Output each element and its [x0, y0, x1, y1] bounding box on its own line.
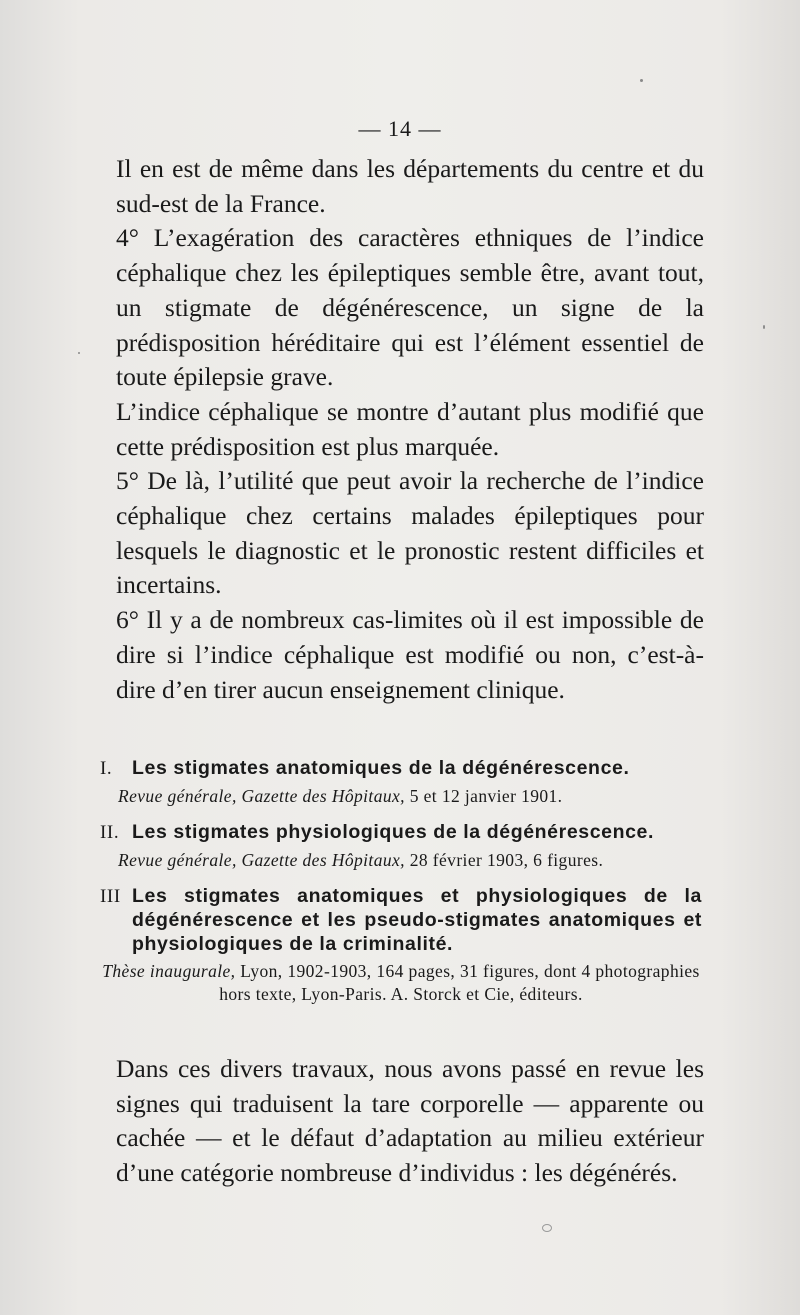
paragraph: 6° Il y a de nombreux cas-limites où il est impossible de dire si l’indice céphalique est modifié ou non, c’est-à-dire d’en tirer aucun enseignement clinique.	[116, 605, 704, 704]
reference-heading	[100, 884, 702, 956]
paper-speck	[763, 325, 765, 329]
reference-number: I.	[100, 758, 113, 779]
reference-number: III	[100, 886, 121, 907]
reference-detail	[100, 960, 702, 1006]
page-number: — 14 —	[358, 116, 442, 141]
reference-title: Les stigmates physiologiques de la dégénérescence.	[132, 821, 655, 843]
references-list	[100, 756, 702, 1018]
reference-detail	[100, 849, 702, 872]
reference-heading	[100, 756, 702, 781]
reference-detail	[100, 785, 702, 808]
reference-number: II.	[100, 822, 120, 843]
body-text	[116, 152, 704, 707]
paragraph: 5° De là, l’utilité que peut avoir la recherche de l’indice céphalique chez certains malades épileptiques pour lesquels le diagnostic et le pronostic restent difficiles et incertains.	[116, 466, 704, 600]
reference-heading	[100, 820, 702, 845]
reference-publication: Lyon, 1902-1903, 164 pages, 31 figures, dont 4 photographies hors texte, Lyon-Paris. A. Storck et Cie, éditeurs.	[219, 961, 700, 1004]
reference-item	[100, 820, 702, 872]
paper-speck	[78, 352, 80, 354]
reference-date: 5 et 12 janvier 1901.	[404, 786, 563, 806]
reference-item	[100, 884, 702, 1006]
paper-speck	[542, 1224, 552, 1232]
reference-source: Revue générale, Gazette des Hôpitaux,	[118, 850, 405, 870]
paragraph: L’indice céphalique se montre d’autant plus modifié que cette prédisposition est plus marquée.	[116, 396, 704, 461]
paragraph: 4° L’exagération des caractères ethniques de l’indice céphalique chez les épileptiques semble être, avant tout, un stigmate de dégénérescence, un signe de la prédisposition héréditaire qui est l’élément essentiel de toute épilepsie grave.	[116, 223, 704, 392]
closing-paragraph: Dans ces divers travaux, nous avons passé en revue les signes qui traduisent la tare corporelle — apparente ou cachée — et le défaut d’adaptation au milieu extérieur d’une catégorie nombreuse d’individus : les dégénérés.	[116, 1054, 704, 1188]
reference-source: Thèse inaugurale,	[102, 961, 236, 981]
reference-date: 28 février 1903, 6 figures.	[404, 850, 604, 870]
reference-item	[100, 756, 702, 808]
paragraph: Il en est de même dans les départements du centre et du sud-est de la France.	[116, 154, 704, 218]
closing-paragraph-block	[116, 1052, 704, 1191]
reference-title: Les stigmates anatomiques de la dégénérescence.	[132, 757, 630, 779]
reference-source: Revue générale, Gazette des Hôpitaux,	[118, 786, 405, 806]
reference-title: Les stigmates anatomiques et physiologiques de la dégénérescence et les pseudo-stigmates anatomiques et physiologiques de la criminalité.	[132, 885, 702, 955]
paper-speck	[640, 79, 643, 82]
